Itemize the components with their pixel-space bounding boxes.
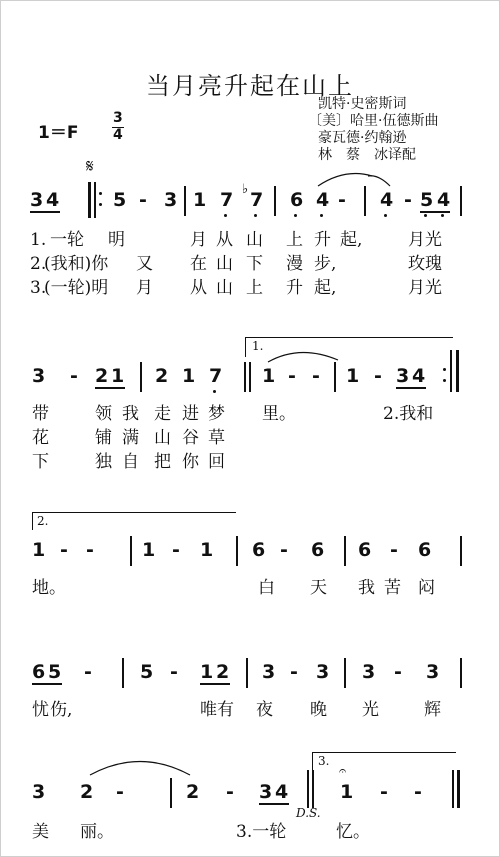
note: 4 xyxy=(275,781,289,803)
fermata-icon: 𝄐 xyxy=(339,764,347,779)
lyric: 满 xyxy=(122,428,139,448)
song-title: 当月亮升起在山上 xyxy=(146,72,354,100)
lyric: 地。 xyxy=(32,578,66,598)
dash: - xyxy=(380,781,388,803)
note: 3 xyxy=(316,661,330,683)
lyric: 月 xyxy=(190,230,207,250)
dash: - xyxy=(390,539,398,561)
lyric: 回 xyxy=(208,452,225,472)
lyric: 唯有 xyxy=(200,700,234,720)
lyric: 下 xyxy=(246,254,263,274)
lyric: 夜 xyxy=(256,700,273,720)
note: 1 xyxy=(32,539,46,561)
note: 7 xyxy=(209,365,223,387)
dash: - xyxy=(288,365,296,387)
note: 6 xyxy=(418,539,432,561)
dash: - xyxy=(404,189,412,211)
note: 4 xyxy=(316,189,330,211)
lyric: 走 xyxy=(154,404,171,424)
lyric: 铺 xyxy=(95,428,112,448)
dash: - xyxy=(60,539,68,561)
note: 4 xyxy=(412,365,426,387)
lyric: 从 xyxy=(216,230,233,250)
lyric: 丽。 xyxy=(80,822,114,842)
note: 6 xyxy=(252,539,266,561)
lyric: 1. xyxy=(30,230,47,250)
lyric: 草 xyxy=(208,428,225,448)
note: 3 xyxy=(30,189,44,211)
dash: - xyxy=(84,661,92,683)
lyric: 2. xyxy=(30,254,47,274)
ending-bracket xyxy=(312,752,313,772)
dash: - xyxy=(116,781,124,803)
key-signature: 1＝F xyxy=(38,123,79,143)
note: 1 xyxy=(142,539,156,561)
lyric: 里。 xyxy=(262,404,296,424)
flat-sign: ♭ xyxy=(242,182,249,197)
lyric: 光 xyxy=(362,700,379,720)
ending-bracket xyxy=(312,752,456,753)
note: 3 xyxy=(259,781,273,803)
lyric: 2.我和 xyxy=(383,404,434,424)
note: 3 xyxy=(262,661,276,683)
lyric: 独 xyxy=(95,452,112,472)
note: 1 xyxy=(193,189,207,211)
note: 4 xyxy=(46,189,60,211)
dash: - xyxy=(226,781,234,803)
lyric: 忆。 xyxy=(336,822,370,842)
lyric: 辉 xyxy=(424,700,441,720)
lyric: 3. xyxy=(30,278,47,298)
note: 1 xyxy=(262,365,276,387)
translator-credit: 林 蔡 冰译配 xyxy=(318,147,416,163)
lyric: 你 xyxy=(182,452,199,472)
dash: - xyxy=(394,661,402,683)
note: 3 xyxy=(32,781,46,803)
lyric: 月光 xyxy=(408,230,442,250)
note: 7 xyxy=(220,189,234,211)
composer-credit: 〔美〕哈里·伍德斯曲 xyxy=(308,113,439,129)
final-barline-thin xyxy=(452,770,454,808)
lyric: 谷 xyxy=(182,428,199,448)
lyric: 月光 xyxy=(408,278,442,298)
note: 2 xyxy=(80,781,94,803)
segno-sign: 𝄋 xyxy=(86,156,94,177)
note: 3 xyxy=(426,661,440,683)
dash: - xyxy=(70,365,78,387)
note: 1 xyxy=(111,365,125,387)
note: 1 xyxy=(340,781,354,803)
lyric: 又 xyxy=(136,254,153,274)
lyric: 天 xyxy=(310,578,327,598)
lyric: 苦 xyxy=(384,578,401,598)
lyric: 上 xyxy=(246,278,263,298)
lyric: 山 xyxy=(246,230,263,250)
dash: - xyxy=(312,365,320,387)
lyric: 我 xyxy=(122,404,139,424)
note: 4 xyxy=(380,189,394,211)
dash: - xyxy=(172,539,180,561)
lyric: 白 xyxy=(258,578,275,598)
lyric: 玫瑰 xyxy=(408,254,442,274)
note: 5 xyxy=(420,189,434,211)
note: 2 xyxy=(186,781,200,803)
lyric: 从 xyxy=(190,278,207,298)
note: 6 xyxy=(32,661,46,683)
time-signature-top: 3 xyxy=(113,110,123,126)
lyric: (我和)你 xyxy=(44,254,109,274)
lyric: 上 xyxy=(286,230,303,250)
lyric: 升 xyxy=(286,278,303,298)
first-ending-label: 1. xyxy=(252,339,264,353)
lyric: 起, xyxy=(340,230,363,250)
dash: - xyxy=(280,539,288,561)
note: 3 xyxy=(32,365,46,387)
dash: - xyxy=(139,189,147,211)
final-barline-thick xyxy=(457,770,460,808)
lyric: 漫 xyxy=(286,254,303,274)
dash: - xyxy=(414,781,422,803)
lyric: 晚 xyxy=(310,700,327,720)
lyric: 山 xyxy=(216,278,233,298)
note: 7 xyxy=(250,189,264,211)
dal-segno-mark: D.S. xyxy=(296,806,321,820)
second-ending-label: 2. xyxy=(37,514,49,528)
dash: - xyxy=(290,661,298,683)
barline xyxy=(312,770,314,808)
barline xyxy=(307,770,309,808)
note: 1 xyxy=(182,365,196,387)
note: 3 xyxy=(362,661,376,683)
dash: - xyxy=(374,365,382,387)
lyric: 步, xyxy=(314,254,337,274)
composer2-credit: 豪瓦德·约翰逊 xyxy=(318,130,407,146)
note: 5 xyxy=(140,661,154,683)
underline-beam xyxy=(259,803,289,805)
note: 5 xyxy=(48,661,62,683)
lyric: 进 xyxy=(182,404,199,424)
lyric: 在 xyxy=(190,254,207,274)
note: 1 xyxy=(200,539,214,561)
note: 6 xyxy=(358,539,372,561)
note: 2 xyxy=(95,365,109,387)
note: 2 xyxy=(155,365,169,387)
dash: - xyxy=(86,539,94,561)
lyric: 起, xyxy=(314,278,337,298)
lyric: 升 xyxy=(314,230,331,250)
lyric: 3.一轮 xyxy=(236,822,287,842)
note: 3 xyxy=(164,189,178,211)
note: 2 xyxy=(216,661,230,683)
lyric: 我 xyxy=(358,578,375,598)
lyric: 带 xyxy=(32,404,49,424)
dash: - xyxy=(338,189,346,211)
lyric: 自 xyxy=(122,452,139,472)
lyric: 月 xyxy=(136,278,153,298)
lyric: 山 xyxy=(216,254,233,274)
lyric: 明 xyxy=(108,230,125,250)
note: 1 xyxy=(200,661,214,683)
note: 4 xyxy=(437,189,451,211)
lyric: 梦 xyxy=(208,404,225,424)
lyric: 忧 xyxy=(32,700,49,720)
lyric: 下 xyxy=(32,452,49,472)
third-ending-label: 3. xyxy=(318,754,330,768)
note: 3 xyxy=(396,365,410,387)
note: 1 xyxy=(346,365,360,387)
note: 6 xyxy=(311,539,325,561)
dash: - xyxy=(170,661,178,683)
lyric: 花 xyxy=(32,428,49,448)
time-signature-bottom: 4 xyxy=(113,127,123,143)
lyric: 一轮 xyxy=(50,230,84,250)
lyricist-credit: 凯特·史密斯词 xyxy=(318,96,407,112)
barline xyxy=(170,778,172,808)
lyric: 领 xyxy=(95,404,112,424)
lyric: 美 xyxy=(32,822,49,842)
lyric: 伤, xyxy=(50,700,73,720)
lyric: (一轮)明 xyxy=(44,278,109,298)
lyric: 闷 xyxy=(418,578,435,598)
lyric: 把 xyxy=(154,452,171,472)
note: 6 xyxy=(290,189,304,211)
note: 5 xyxy=(113,189,127,211)
lyric: 山 xyxy=(154,428,171,448)
